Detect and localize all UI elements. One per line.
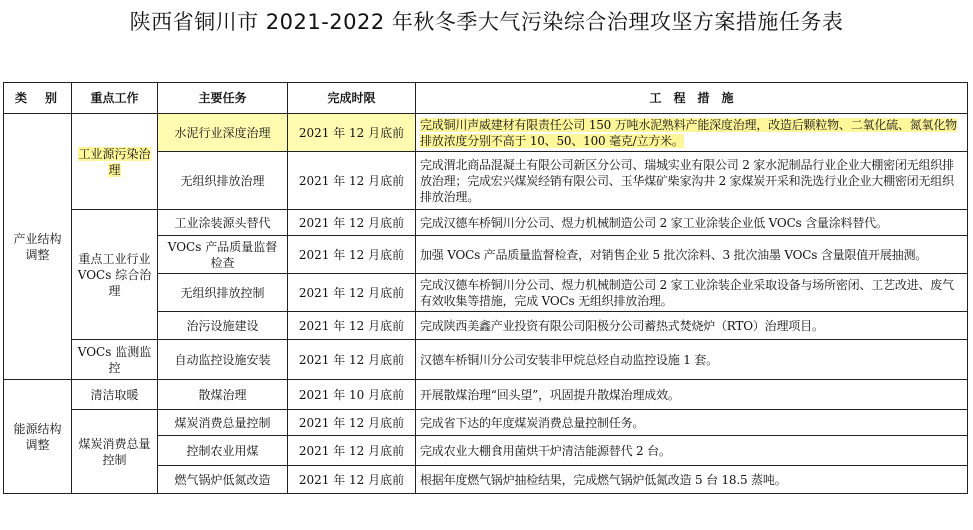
- task-cell: VOCs 产品质量监督检查: [158, 236, 288, 274]
- category-industry: 产业结构调整: [4, 114, 72, 380]
- deadline-cell: 2021 年 12 月底前: [288, 210, 416, 236]
- task-cell: 燃气锅炉低氮改造: [158, 466, 288, 494]
- deadline-cell: 2021 年 10 月底前: [288, 380, 416, 410]
- measure-cell: 根据年度燃气锅炉抽检结果，完成燃气锅炉低氮改造 5 台 18.5 蒸吨。: [416, 466, 968, 494]
- header-category: 类 别: [4, 83, 72, 114]
- task-cell: 控制农业用煤: [158, 436, 288, 466]
- measure-cell: 完成汉德车桥铜川分公司、煜力机械制造公司 2 家工业涂装企业采取设备与场所密闭、工艺改进、废气有效收集等措施，完成 VOCs 无组织排放治理。: [416, 274, 968, 312]
- table-header-row: [4, 83, 968, 114]
- measure-cell: 完成渭北商品混凝土有限公司新区分公司、瑞城实业有限公司 2 家水泥制品行业企业大棚密闭无组织排放治理；完成宏兴煤炭经销有限公司、玉华煤矿柴家沟井 2 家煤炭开采和洗选行业企业大棚密闭无组织排放治理。: [416, 152, 968, 210]
- task-cell: 治污设施建设: [158, 312, 288, 340]
- table-row: [4, 210, 968, 236]
- measure-cell: 汉德车桥铜川分公司安装非甲烷总烃自动监控设施 1 套。: [416, 340, 968, 380]
- table-row: [4, 114, 968, 152]
- measure-text: 完成铜川声威建材有限责任公司 150 万吨水泥熟料产能深度治理，改造后颗粒物、二氧化硫、氮氧化物排放浓度分别不高于 10、50、100 毫克/立方米。: [420, 117, 957, 148]
- table-row: [4, 380, 968, 410]
- task-cell: 无组织排放治理: [158, 152, 288, 210]
- deadline-cell: 2021 年 12 月底前: [288, 274, 416, 312]
- task-cell: 煤炭消费总量控制: [158, 410, 288, 436]
- deadline-cell: 2021 年 12 月底前: [288, 466, 416, 494]
- key-work-industrial-pollution: [72, 114, 158, 210]
- deadline-cell: 2021 年 12 月底前: [288, 236, 416, 274]
- category-energy: 能源结构调整: [4, 380, 72, 494]
- deadline-cell: 2021 年 12 月底前: [288, 340, 416, 380]
- key-work-vocs-monitoring: VOCs 监测监控: [72, 340, 158, 380]
- header-main-task: 主要任务: [158, 83, 288, 114]
- key-work-clean-heating: 清洁取暖: [72, 380, 158, 410]
- task-cell: 工业涂装源头替代: [158, 210, 288, 236]
- task-cell: 自动监控设施安装: [158, 340, 288, 380]
- deadline-cell: 2021 年 12 月底前: [288, 436, 416, 466]
- key-work-industrial-pollution-label: 工业源污染治理: [78, 146, 151, 177]
- deadline-cell: 2021 年 12 月底前: [288, 312, 416, 340]
- task-cell: 散煤治理: [158, 380, 288, 410]
- measure-cell: 开展散煤治理“回头望”，巩固提升散煤治理成效。: [416, 380, 968, 410]
- measure-cell: 完成陕西美鑫产业投资有限公司阳极分公司蓄热式焚烧炉（RTO）治理项目。: [416, 312, 968, 340]
- measure-cell: [416, 114, 968, 152]
- page-title: 陕西省铜川市 2021-2022 年秋冬季大气污染综合治理攻坚方案措施任务表: [129, 10, 844, 34]
- header-key-work: 重点工作: [72, 83, 158, 114]
- measure-cell: 加强 VOCs 产品质量监督检查，对销售企业 5 批次涂料、3 批次油墨 VOCs 含量限值开展抽测。: [416, 236, 968, 274]
- task-cell: 无组织排放控制: [158, 274, 288, 312]
- header-deadline: 完成时限: [288, 83, 416, 114]
- table-row: [4, 410, 968, 436]
- measure-cell: 完成农业大棚食用菌烘干炉清洁能源替代 2 台。: [416, 436, 968, 466]
- measure-cell: 完成汉德车桥铜川分公司、煜力机械制造公司 2 家工业涂装企业低 VOCs 含量涂料替代。: [416, 210, 968, 236]
- deadline-cell: 2021 年 12 月底前: [288, 152, 416, 210]
- deadline-cell: 2021 年 12 月底前: [288, 410, 416, 436]
- header-measures: 工 程 措 施: [416, 83, 968, 114]
- task-cell: 水泥行业深度治理: [158, 114, 288, 152]
- measure-cell: 完成省下达的年度煤炭消费总量控制任务。: [416, 410, 968, 436]
- table-row: [4, 340, 968, 380]
- key-work-coal-control: 煤炭消费总量控制: [72, 410, 158, 494]
- deadline-cell: 2021 年 12 月底前: [288, 114, 416, 152]
- task-table: [3, 82, 968, 494]
- key-work-industrial-vocs: 重点工业行业 VOCs 综合治理: [72, 210, 158, 340]
